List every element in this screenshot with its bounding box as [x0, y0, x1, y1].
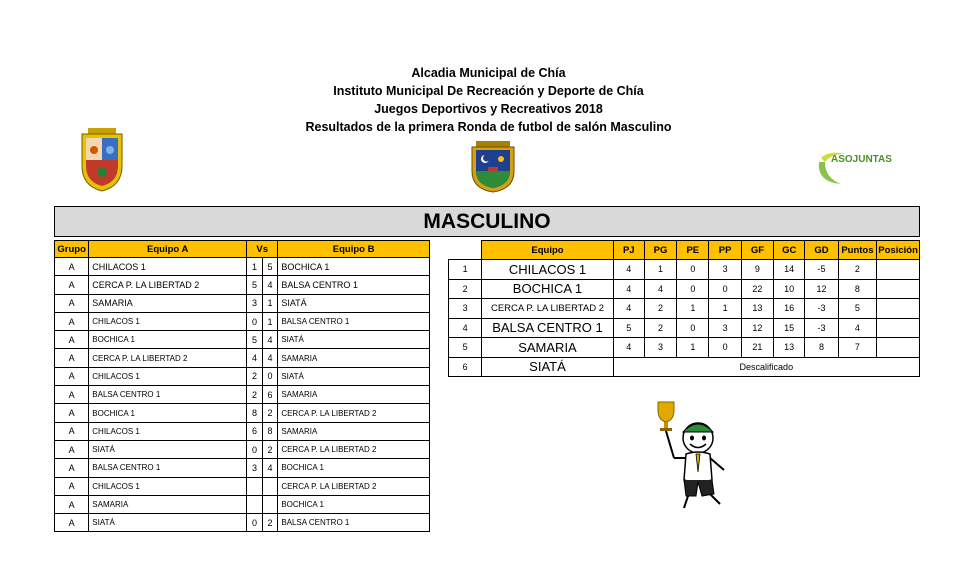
standings-pj: 4: [613, 260, 644, 280]
standings-pos: [877, 299, 920, 319]
match-team-a: SIATÁ: [89, 514, 247, 532]
match-grupo: A: [55, 422, 89, 440]
standings-gf: 13: [741, 299, 773, 319]
match-team-b: BALSA CENTRO 1: [278, 514, 430, 532]
col-pp: PP: [709, 241, 741, 260]
match-score-a: 0: [247, 440, 263, 458]
match-score-a: 2: [247, 386, 263, 404]
match-row: [55, 276, 430, 294]
match-score-b: [262, 477, 278, 495]
asojuntas-logo-text: ASOJUNTAS: [831, 154, 892, 165]
standings-gd: -5: [805, 260, 838, 280]
standings-team: CHILACOS 1: [482, 260, 613, 280]
match-team-a: CERCA P. LA LIBERTAD 2: [89, 276, 247, 294]
header-line-4: Resultados de la primera Ronda de futbol de salón Masculino: [305, 120, 672, 134]
match-score-b: 2: [262, 440, 278, 458]
standings-pe: 1: [677, 299, 709, 319]
match-grupo: A: [55, 294, 89, 312]
standings-table: [448, 240, 920, 377]
standings-pos: [877, 318, 920, 338]
match-row: [55, 459, 430, 477]
col-pg: PG: [644, 241, 676, 260]
match-team-a: SAMARIA: [89, 294, 247, 312]
standings-pg: 1: [644, 260, 676, 280]
mascot-trophy-illustration: [640, 396, 760, 516]
standings-row: [449, 338, 920, 358]
standings-rank: 4: [449, 318, 482, 338]
match-team-a: BALSA CENTRO 1: [89, 459, 247, 477]
match-team-b: SIATÁ: [278, 367, 430, 385]
standings-pts: 5: [838, 299, 877, 319]
match-row: [55, 258, 430, 276]
col-posicion: Posición: [877, 241, 920, 260]
col-vs: Vs: [247, 241, 278, 258]
matches-header-row: [55, 241, 430, 258]
standings-team: BOCHICA 1: [482, 279, 613, 299]
match-team-b: BALSA CENTRO 1: [278, 312, 430, 330]
match-score-b: 4: [262, 459, 278, 477]
standings-team: SIATÁ: [482, 357, 613, 377]
match-score-a: 1: [247, 258, 263, 276]
standings-row: [449, 279, 920, 299]
standings-pg: 3: [644, 338, 676, 358]
standings-pj: 4: [613, 338, 644, 358]
col-pe: PE: [677, 241, 709, 260]
standings-pos: [877, 260, 920, 280]
match-grupo: A: [55, 495, 89, 513]
match-team-b: SAMARIA: [278, 422, 430, 440]
col-equipo: Equipo: [482, 241, 613, 260]
standings-gc: 16: [774, 299, 805, 319]
match-score-a: 3: [247, 459, 263, 477]
match-score-a: [247, 495, 263, 513]
col-grupo: Grupo: [55, 241, 89, 258]
standings-rank: 2: [449, 279, 482, 299]
match-row: [55, 367, 430, 385]
standings-gc: 14: [774, 260, 805, 280]
match-score-b: 6: [262, 386, 278, 404]
match-grupo: A: [55, 276, 89, 294]
section-banner: MASCULINO: [54, 206, 920, 237]
standings-rank: 5: [449, 338, 482, 358]
match-team-b: BOCHICA 1: [278, 459, 430, 477]
match-row: [55, 404, 430, 422]
match-score-b: 4: [262, 349, 278, 367]
standings-gc: 10: [774, 279, 805, 299]
match-grupo: A: [55, 440, 89, 458]
standings-team: SAMARIA: [482, 338, 613, 358]
header-line-3: Juegos Deportivos y Recreativos 2018: [374, 102, 603, 116]
match-score-a: 4: [247, 349, 263, 367]
match-score-a: 0: [247, 514, 263, 532]
standings-rank: 6: [449, 357, 482, 377]
match-row: [55, 495, 430, 513]
standings-pj: 4: [613, 299, 644, 319]
match-row: [55, 331, 430, 349]
standings-header-row: [449, 241, 920, 260]
match-score-b: 8: [262, 422, 278, 440]
matches-table: [54, 240, 430, 532]
standings-pg: 4: [644, 279, 676, 299]
match-team-a: CHILACOS 1: [89, 367, 247, 385]
match-grupo: A: [55, 331, 89, 349]
match-team-a: CHILACOS 1: [89, 312, 247, 330]
standings-pp: 0: [709, 338, 741, 358]
match-score-a: 6: [247, 422, 263, 440]
match-score-b: 1: [262, 312, 278, 330]
standings-gd: 12: [805, 279, 838, 299]
match-team-b: BOCHICA 1: [278, 258, 430, 276]
match-grupo: A: [55, 258, 89, 276]
match-row: [55, 349, 430, 367]
match-team-a: CERCA P. LA LIBERTAD 2: [89, 349, 247, 367]
match-team-a: CHILACOS 1: [89, 422, 247, 440]
col-puntos: Puntos: [838, 241, 877, 260]
standings-pts: 4: [838, 318, 877, 338]
standings-pts: 7: [838, 338, 877, 358]
match-score-b: 1: [262, 294, 278, 312]
standings-gf: 22: [741, 279, 773, 299]
standings-pp: 3: [709, 260, 741, 280]
standings-gc: 15: [774, 318, 805, 338]
standings-gd: 8: [805, 338, 838, 358]
match-row: [55, 422, 430, 440]
standings-row: [449, 299, 920, 319]
match-team-b: SIATÁ: [278, 331, 430, 349]
match-score-b: 2: [262, 404, 278, 422]
col-pj: PJ: [613, 241, 644, 260]
header-line-2: Instituto Municipal De Recreación y Deporte de Chía: [333, 84, 644, 98]
match-row: [55, 294, 430, 312]
match-row: [55, 514, 430, 532]
col-gf: GF: [741, 241, 773, 260]
match-grupo: A: [55, 514, 89, 532]
standings-gd: -3: [805, 318, 838, 338]
standings-pj: 4: [613, 279, 644, 299]
standings-pts: 2: [838, 260, 877, 280]
trophy-icon: [658, 402, 674, 431]
match-score-b: [262, 495, 278, 513]
match-score-a: 5: [247, 331, 263, 349]
match-row: [55, 386, 430, 404]
standings-corner: [449, 241, 482, 260]
standings-pos: [877, 279, 920, 299]
match-score-a: [247, 477, 263, 495]
match-team-b: CERCA P. LA LIBERTAD 2: [278, 440, 430, 458]
match-team-b: BOCHICA 1: [278, 495, 430, 513]
match-grupo: A: [55, 459, 89, 477]
header-line-1: Alcadia Municipal de Chía: [411, 66, 566, 80]
chia-crest-logo: [80, 128, 124, 192]
standings-gc: 13: [774, 338, 805, 358]
standings-team: BALSA CENTRO 1: [482, 318, 613, 338]
match-team-a: BALSA CENTRO 1: [89, 386, 247, 404]
match-team-b: SAMARIA: [278, 349, 430, 367]
standings-pp: 0: [709, 279, 741, 299]
match-team-b: CERCA P. LA LIBERTAD 2: [278, 477, 430, 495]
match-team-a: SIATÁ: [89, 440, 247, 458]
standings-gf: 21: [741, 338, 773, 358]
standings-team: CERCA P. LA LIBERTAD 2: [482, 299, 613, 319]
match-score-a: 0: [247, 312, 263, 330]
standings-pe: 0: [677, 260, 709, 280]
col-gd: GD: [805, 241, 838, 260]
match-grupo: A: [55, 312, 89, 330]
match-grupo: A: [55, 477, 89, 495]
match-grupo: A: [55, 367, 89, 385]
match-team-a: CHILACOS 1: [89, 258, 247, 276]
match-row: [55, 312, 430, 330]
match-score-a: 3: [247, 294, 263, 312]
standings-pg: 2: [644, 318, 676, 338]
match-team-a: CHILACOS 1: [89, 477, 247, 495]
match-score-a: 8: [247, 404, 263, 422]
match-score-a: 2: [247, 367, 263, 385]
match-score-b: 0: [262, 367, 278, 385]
match-team-a: BOCHICA 1: [89, 404, 247, 422]
document-header: [0, 64, 953, 136]
standings-gf: 12: [741, 318, 773, 338]
col-equipo-a: Equipo A: [89, 241, 247, 258]
match-grupo: A: [55, 386, 89, 404]
match-score-b: 4: [262, 331, 278, 349]
col-equipo-b: Equipo B: [278, 241, 430, 258]
standings-rank: 1: [449, 260, 482, 280]
standings-gf: 9: [741, 260, 773, 280]
standings-pp: 3: [709, 318, 741, 338]
asojuntas-logo: [815, 148, 892, 186]
standings-pe: 1: [677, 338, 709, 358]
standings-pj: 5: [613, 318, 644, 338]
match-team-b: SIATÁ: [278, 294, 430, 312]
standings-pos: [877, 338, 920, 358]
match-team-b: CERCA P. LA LIBERTAD 2: [278, 404, 430, 422]
standings-gd: -3: [805, 299, 838, 319]
match-team-b: BALSA CENTRO 1: [278, 276, 430, 294]
match-score-b: 4: [262, 276, 278, 294]
match-row: [55, 440, 430, 458]
match-team-a: SAMARIA: [89, 495, 247, 513]
municipal-shield-logo: [470, 141, 516, 193]
standings-rank: 3: [449, 299, 482, 319]
standings-row: [449, 260, 920, 280]
standings-pg: 2: [644, 299, 676, 319]
match-team-a: BOCHICA 1: [89, 331, 247, 349]
standings-row-disqualified: [449, 357, 920, 377]
match-score-b: 2: [262, 514, 278, 532]
match-grupo: A: [55, 349, 89, 367]
match-team-b: SAMARIA: [278, 386, 430, 404]
match-grupo: A: [55, 404, 89, 422]
disqualified-note: Descalificado: [613, 357, 919, 377]
standings-pp: 1: [709, 299, 741, 319]
standings-pe: 0: [677, 318, 709, 338]
standings-pe: 0: [677, 279, 709, 299]
match-row: [55, 477, 430, 495]
match-score-a: 5: [247, 276, 263, 294]
col-gc: GC: [774, 241, 805, 260]
standings-row: [449, 318, 920, 338]
match-score-b: 5: [262, 258, 278, 276]
standings-pts: 8: [838, 279, 877, 299]
